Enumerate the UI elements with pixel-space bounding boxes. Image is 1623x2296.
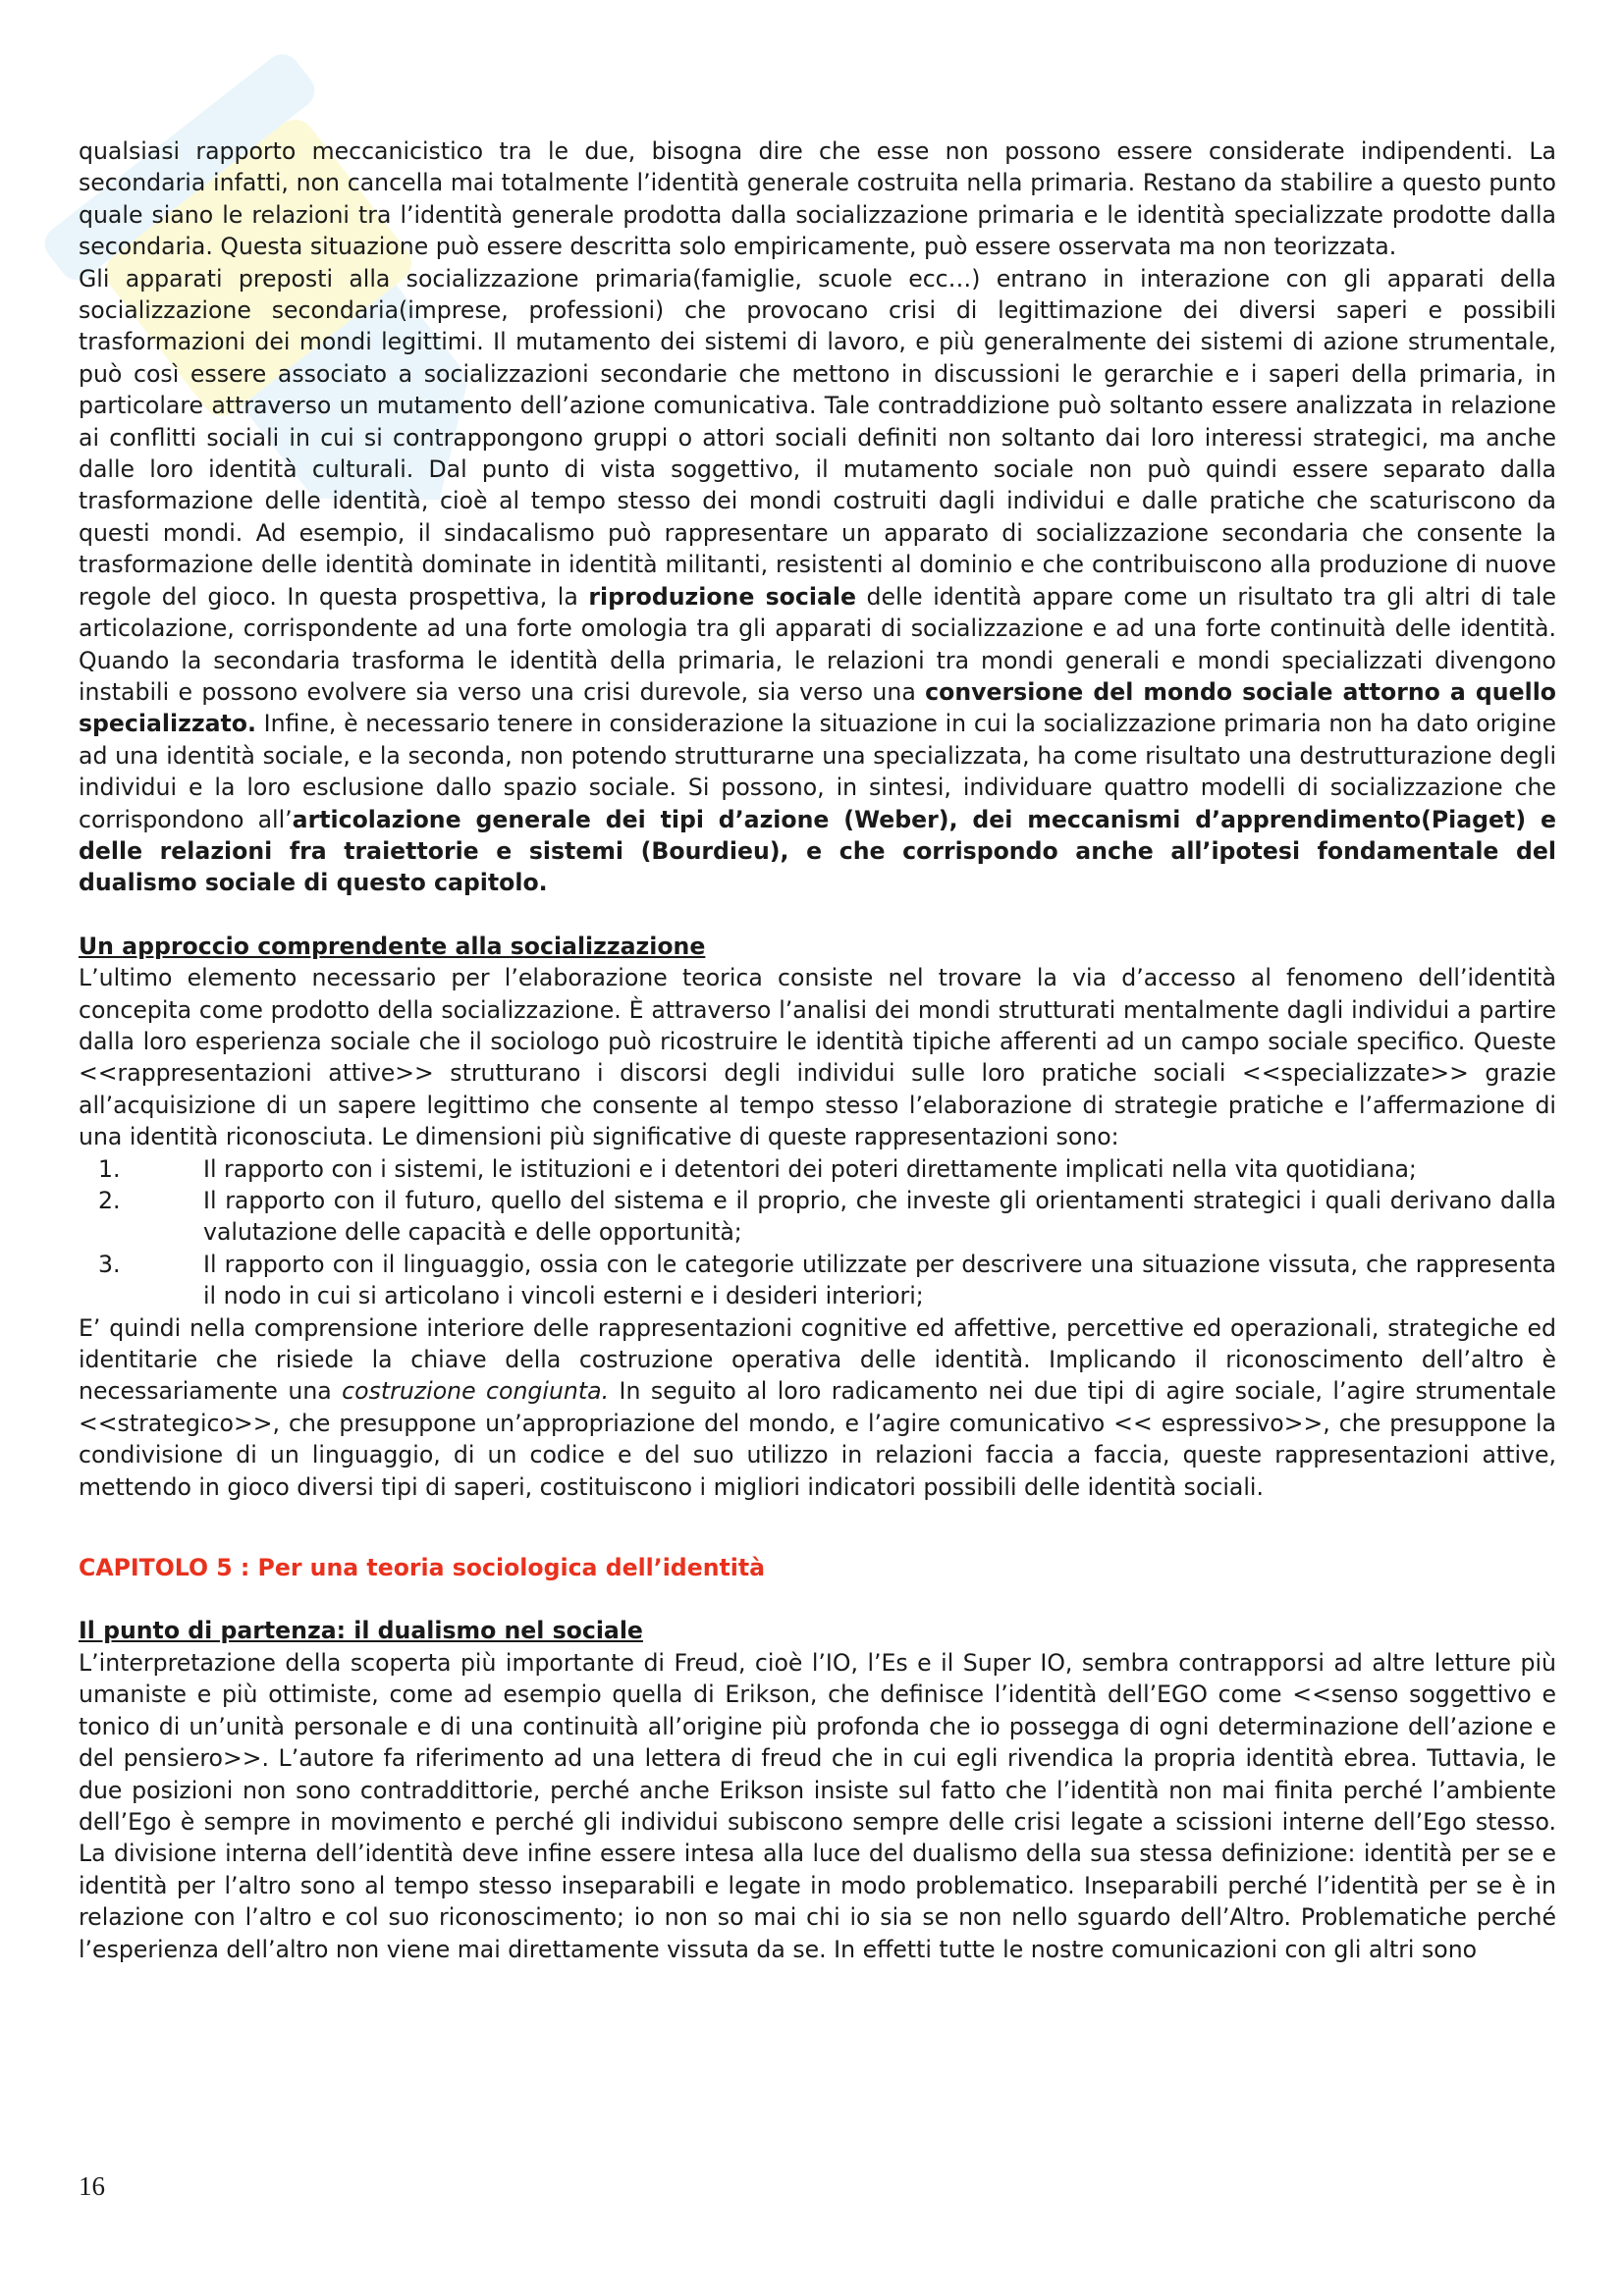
dimensions-list <box>79 1153 1556 1312</box>
spacer <box>79 1583 1556 1615</box>
paragraph-comprensione-text-a: E’ quindi nella comprensione interiore delle rappresentazioni cognitive ed affettive, percettive ed operazionali, strategiche ed identitarie che risiede la chiave della costruzione operativa delle identità. Implicando il riconoscimento dell’altro è necessariamente una <box>79 1313 1556 1406</box>
page-number: 16 <box>79 2171 105 2201</box>
bold-conversione: conversione del mondo sociale attorno a quello specializzato. <box>79 677 1556 738</box>
chapter-title: CAPITOLO 5 : Per una teoria sociologica dell’identità <box>79 1554 766 1582</box>
paragraph-approccio: L’ultimo elemento necessario per l’elaborazione teorica consiste nel trovare la via d’accesso al fenomeno dell’identità concepita come prodotto della socializzazione. È attraverso l’analisi dei mondi strutturati mentalmente dagli individui a partire dalla loro esperienza sociale che il sociologo può ricostruire le identità tipiche afferenti ad un campo sociale specifico. Queste <<rappresentazioni attive>> strutturano i discorsi degli individui sulle loro pratiche sociali <<specializzate>> grazie all’acquisizione di un sapere legittimo che consente al tempo stesso l’elaborazione di strategie pratiche e l’affermazione di una identità riconosciuta. Le dimensioni più significative di queste rappresentazioni sono: <box>79 964 1556 1151</box>
paragraph-dualismo: L’interpretazione della scoperta più importante di Freud, cioè l’IO, l’Es e il Super IO, sembra contrapporsi ad altre letture più umaniste e più ottimiste, come ad esempio quella di Erikson, che definisce l’identità dell’EGO come <<senso soggettivo e tonico di un’unità personale e di una continuità all’origine più profonda che io possegga di ogni determinazione dell’azione e del pensiero>>. L’autore fa riferimento ad una lettera di freud che in cui egli rivendica la propria identità ebrea. Tuttavia, le due posizioni non sono contraddittorie, perché anche Erikson insiste sul fatto che l’identità non mai finita perché l’ambiente dell’Ego è sempre in movimento e perché gli individui subiscono sempre delle crisi legate a scissioni interne dell’Ego stesso. La divisione interna dell’identità deve infine essere intesa alla luce del dualismo della sua stessa definizione: identità per se e identità per l’altro sono al tempo stesso inseparabili e legate in modo problematico. Inseparabili perché l’identità per se è in relazione con l’altro e col suo riconoscimento; io non so mai chi io sia se non nello sguardo dell’Altro. Problematiche perché l’esperienza dell’altro non viene mai direttamente vissuta da se. In effetti tutte le nostre comunicazioni con gli altri sono <box>79 1648 1556 1963</box>
list-item <box>79 1249 1556 1312</box>
bold-articolazione: articolazione generale dei tipi d’azione (Weber), dei meccanismi d’apprendimento(Piaget) e delle relazioni fra traiettorie e sistemi (Bourdieu), e che corrispondo anche all’ipotesi fondamentale del dualismo sociale di questo capitolo. <box>79 805 1556 897</box>
list-item <box>79 1185 1556 1249</box>
spacer <box>79 1503 1556 1552</box>
paragraph-2-text-d: Infine, è necessario tenere in considerazione la situazione in cui la socializzazione primaria non ha dato origine ad una identità sociale, e la seconda, non potendo strutturarne una specializzata, ha come risultato una destrutturazione degli individui e la loro esclusione dallo spazio sociale. Si possono, in sintesi, individuare quattro modelli di socializzazione che corrispondono all’ <box>79 710 1556 833</box>
paragraph-1: qualsiasi rapporto meccanicistico tra le due, bisogna dire che esse non possono essere considerate indipendenti. La secondaria infatti, non cancella mai totalmente l’identità generale costruita nella primaria. Restano da stabilire a questo punto quale siano le relazioni tra l’identità generale prodotta dalla socializzazione primaria e le identità specializzate prodotte dalla secondaria. Questa situazione può essere descritta solo empiricamente, può essere osservata ma non teorizzata. <box>79 137 1556 261</box>
italic-costruzione-congiunta: costruzione congiunta. <box>342 1377 610 1406</box>
document-page <box>79 135 1556 1965</box>
paragraph-comprensione-text-b: In seguito al loro radicamento nei due tipi di agire sociale, l’agire strumentale <<strategico>>, che presuppone un’appropriazione del mondo, e l’agire comunicativo << espressivo>>, che presuppone la condivisione di un linguaggio, di un codice e del suo utilizzo in relazioni faccia a faccia, queste rappresentazioni attive, mettendo in gioco diversi tipi di saperi, costituiscono i migliori indicatori possibili delle identità sociali. <box>79 1377 1556 1501</box>
list-item-number: 1. <box>98 1154 121 1183</box>
list-item <box>79 1153 1556 1185</box>
spacer <box>79 899 1556 931</box>
section-title-dualismo: Il punto di partenza: il dualismo nel sociale <box>79 1617 643 1645</box>
bold-riproduzione-sociale: riproduzione sociale <box>588 582 856 611</box>
paragraph-2-text-a: Gli apparati preposti alla socializzazione primaria(famiglie, scuole ecc…) entrano in interazione con gli apparati della socializzazione secondaria(imprese, professioni) che provocano crisi di legittimazione dei diversi saperi e possibili trasformazioni dei mondi legittimi. Il mutamento dei sistemi di lavoro, e più generalmente dei sistemi di azione strumentale, può così essere associato a socializzazioni secondarie che mettono in discussioni le gerarchie e i saperi della primaria, in particolare attraverso un mutamento dell’azione comunicativa. Tale contraddizione può soltanto essere analizzata in relazione ai conflitti sociali in cui si contrappongono gruppi o attori sociali definiti non soltanto dai loro interessi strategici, ma anche dalle loro identità culturali. Dal punto di vista soggettivo, il mutamento sociale non può quindi essere separato dalla trasformazione delle identità, cioè al tempo stesso dei mondi costruiti dagli individui e dalle pratiche che scaturiscono da questi mondi. Ad esempio, il sindacalismo può rappresentare un apparato di socializzazione secondaria che consente la trasformazione delle identità dominate in identità militanti, resistenti al dominio e che contribuiscono alla produzione di nuove regole del gioco. In questa prospettiva, la <box>79 264 1556 611</box>
list-item-number: 2. <box>98 1187 121 1214</box>
list-item-text: Il rapporto con il linguaggio, ossia con le categorie utilizzate per descrivere una situazione vissuta, che rappresenta il nodo in cui si articolano i vincoli esterni e i desideri interiori; <box>203 1250 1556 1310</box>
list-item-text: Il rapporto con i sistemi, le istituzioni e i detentori dei poteri direttamente implicati nella vita quotidiana; <box>203 1154 1417 1183</box>
paragraph-2-text-c: delle identità appare come un risultato tra gli altri di tale articolazione, corrispondente ad una forte omologia tra gli apparati di socializzazione e ad una forte continuità delle identità. Quando la secondaria trasforma le identità della primaria, le relazioni tra mondi generali e mondi specializzati divengono instabili e possono evolvere sia verso una crisi durevole, sia verso una <box>79 582 1556 706</box>
section-title-approccio: Un approccio comprendente alla socializzazione <box>79 932 706 960</box>
list-item-number: 3. <box>98 1250 121 1278</box>
paragraph-2 <box>79 263 1556 899</box>
list-item-text: Il rapporto con il futuro, quello del sistema e il proprio, che investe gli orientamenti strategici i quali derivano dalla valutazione delle capacità e delle opportunità; <box>203 1187 1556 1247</box>
paragraph-comprensione <box>79 1312 1556 1503</box>
